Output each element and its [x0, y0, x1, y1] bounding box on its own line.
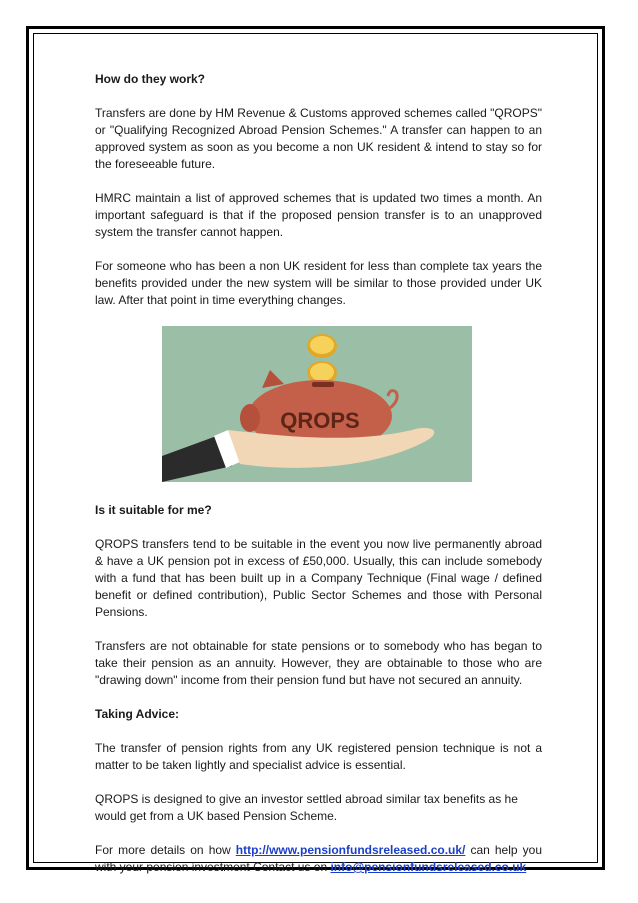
paragraph-contact [95, 842, 542, 876]
paragraph-qrops-designed: QROPS is designed to give an investor settled abroad similar tax benefits as he would get from a UK based Pension Scheme. [95, 792, 518, 823]
heading-taking-advice: Taking Advice: [95, 707, 180, 721]
paragraph-hmrc: HMRC maintain a list of approved schemes that is updated two times a month. An important safeguard is that if the proposed pension transfer is to an unapproved system the transfer cannot happen. [95, 191, 542, 239]
paragraph-transfer-rights: The transfer of pension rights from any UK registered pension technique is not a matter to be taken lightly and specialist advice is essential. [95, 741, 542, 772]
coin-icon [307, 334, 337, 358]
heading-is-it-suitable: Is it suitable for me? [95, 503, 212, 517]
document-content [95, 71, 542, 893]
email-link[interactable]: info@pensionfundsreleased.co.uk [330, 860, 527, 874]
website-link[interactable]: http://www.pensionfundsreleased.co.uk/ [235, 843, 466, 857]
paragraph-qrops-suitable: QROPS transfers tend to be suitable in the event you now live permanently abroad & have a UK pension pot in excess of £50,000. Usually, this can include somebody with a fund that has been built up in a Company Technique (Final wage / defined benefit or defined contribution), Public Sector Schemes and those with Personal Pensions. [95, 537, 542, 619]
contact-text-start: For more details on how [95, 843, 236, 857]
paragraph-state-pensions: Transfers are not obtainable for state pensions or to somebody who has began to take their pension as an annuity. However, they are obtainable to those who are "drawing down" income from their pension fund but have not secured an annuity. [95, 639, 542, 687]
heading-how-do-they-work: How do they work? [95, 72, 206, 86]
paragraph-transfers: Transfers are done by HM Revenue & Customs approved schemes called "QROPS" or "Qualifying Recognized Abroad Pension Schemes." A transfer can happen to an approved system as soon as you become a non UK resident & intend to stay so for the foreseeable future. [95, 106, 542, 171]
piggy-bank-illustration [162, 326, 472, 482]
piggy-label: QROPS [280, 408, 360, 433]
contact-text-middle: can help you with your pension investment Contact us on [95, 843, 542, 874]
paragraph-non-uk-resident: For someone who has been a non UK resident for less than complete tax years the benefits provided under the new system will be similar to those provided under UK law. After that point in time everything changes. [95, 259, 542, 307]
